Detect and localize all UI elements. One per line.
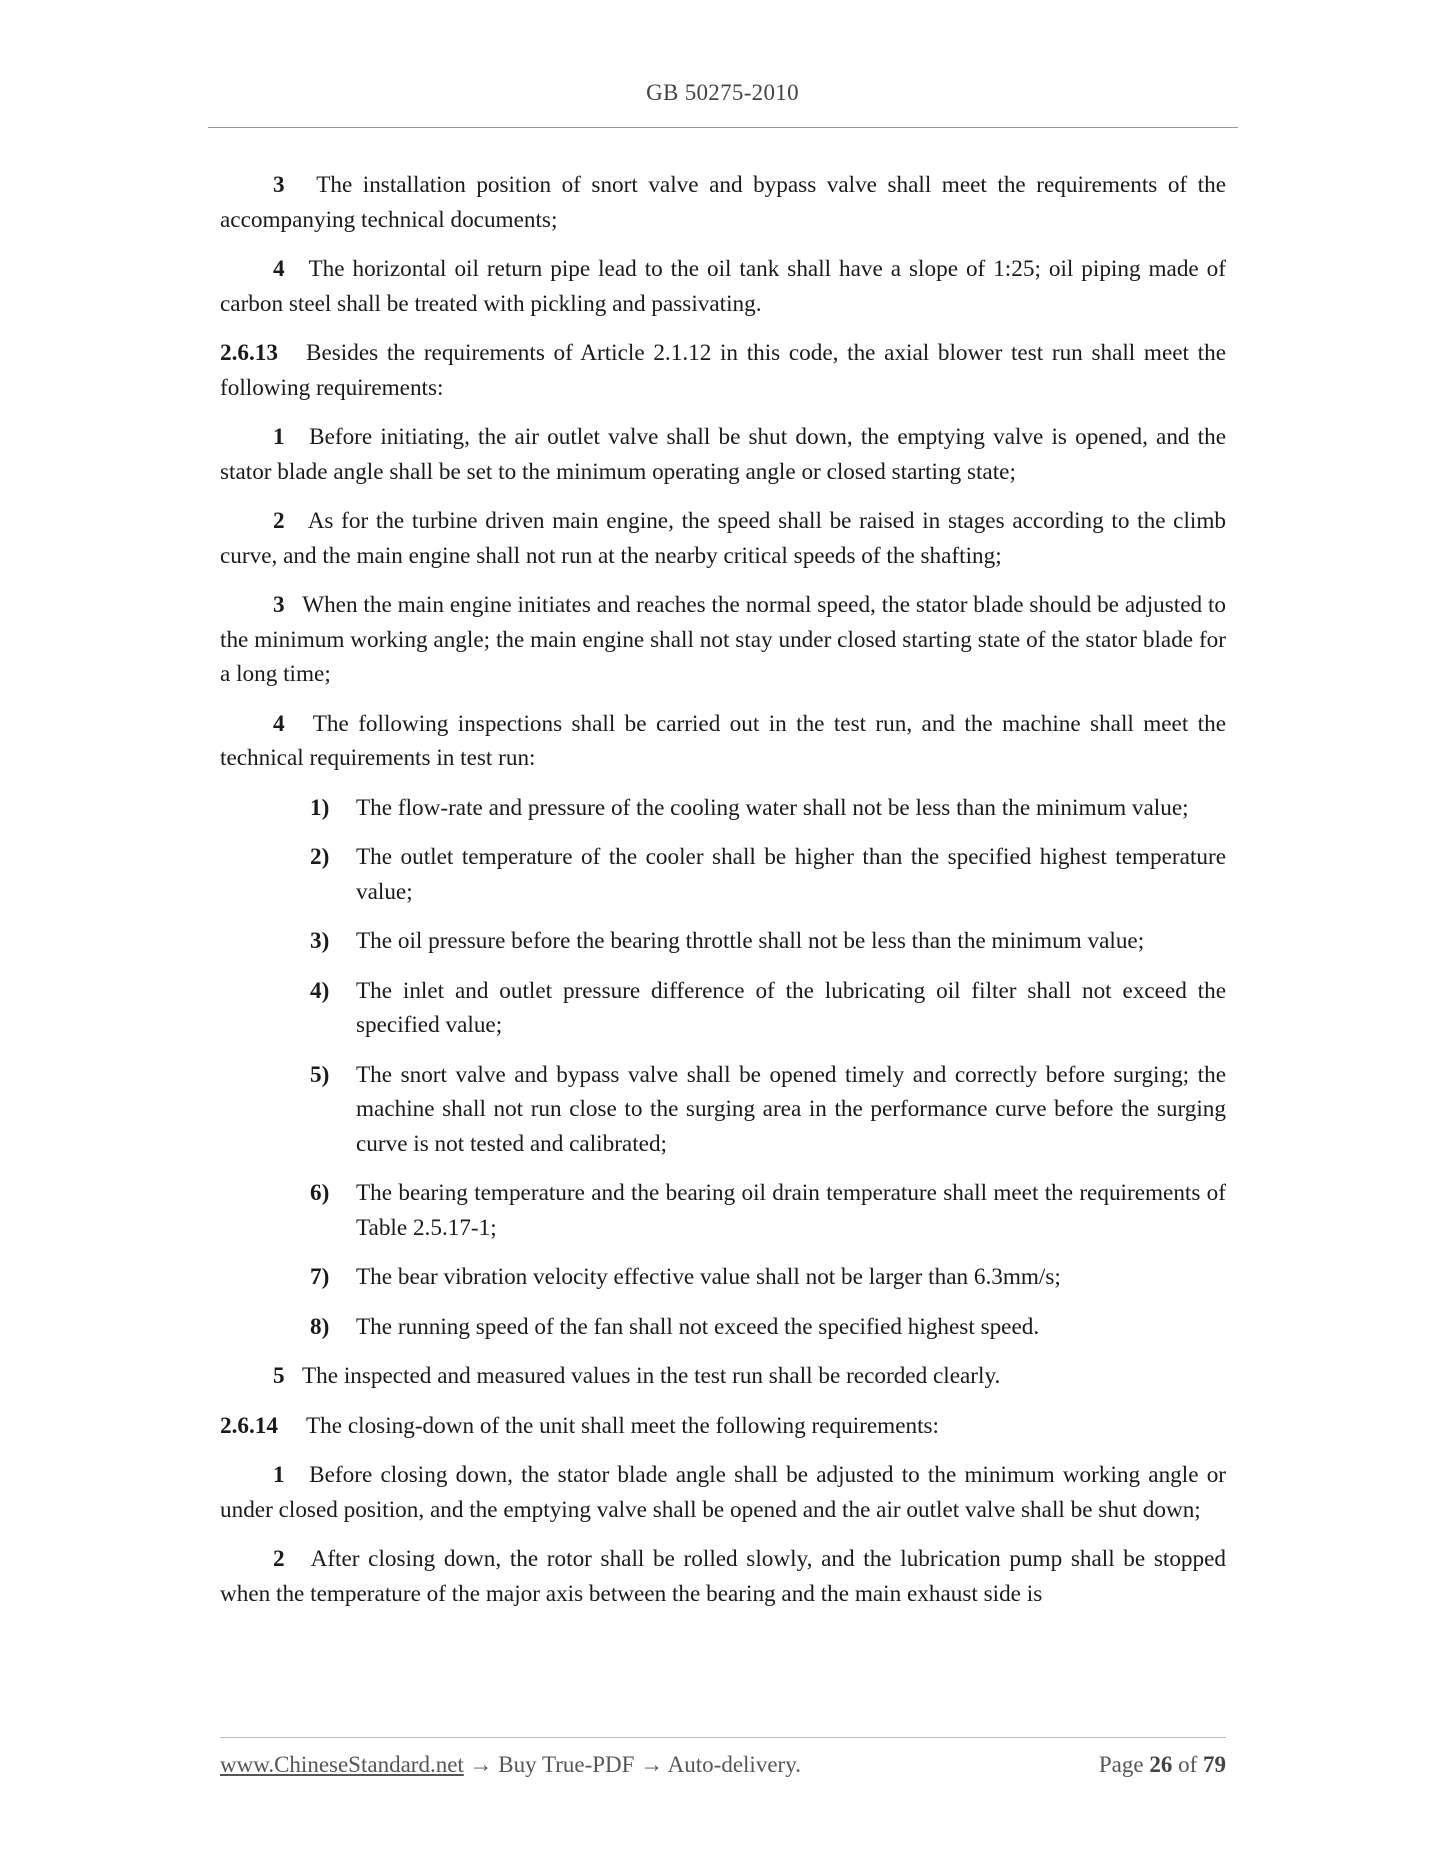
list-item-text: The bearing temperature and the bearing oil drain temperature shall meet the requirements of Table 2.5.17-1;	[356, 1180, 1226, 1241]
paragraph-text: The installation position of snort valve and bypass valve shall meet the requirements of the accompanying technical documents;	[220, 172, 1227, 233]
website-link[interactable]: www.ChineseStandard.net	[220, 1752, 464, 1777]
list-item	[310, 974, 1226, 1043]
footer-divider	[220, 1737, 1226, 1738]
list-item-text: The inlet and outlet pressure difference of the lubricating oil filter shall not exceed the specified value;	[356, 977, 1226, 1038]
paragraph-text: Before closing down, the stator blade angle shall be adjusted to the minimum working angle or under closed position, and the emptying valve shall be opened and the air outlet valve shall be shut down;	[220, 1462, 1227, 1523]
paragraph	[220, 1359, 1226, 1394]
clause-text: The closing-down of the unit shall meet the following requirements:	[306, 1412, 940, 1439]
auto-delivery-text: Auto-delivery.	[667, 1752, 801, 1777]
clause-2-6-13	[220, 336, 1226, 405]
clause-number: 2.6.14	[220, 1412, 278, 1439]
list-item-text: The running speed of the fan shall not exceed the specified highest speed.	[356, 1313, 1040, 1340]
arrow-right-icon: →	[469, 1752, 493, 1777]
paragraph-text: The horizontal oil return pipe lead to the oil tank shall have a slope of 1:25; oil piping made of carbon steel shall be treated with pickling and passivating.	[220, 256, 1226, 317]
clause-number: 2.6.13	[220, 340, 278, 366]
page-header: GB 50275-2010	[646, 80, 799, 105]
list-item	[310, 1176, 1226, 1245]
item-number: 3	[273, 592, 285, 618]
item-number: 2	[273, 508, 285, 534]
list-item-number: 4)	[310, 977, 330, 1004]
paragraph	[220, 707, 1226, 776]
paragraph	[220, 1542, 1226, 1611]
paragraph	[220, 420, 1226, 489]
item-number: 5	[273, 1363, 285, 1389]
buy-true-pdf-text: Buy True-PDF	[498, 1752, 635, 1777]
paragraph	[220, 588, 1226, 692]
list-item-number: 7)	[310, 1264, 330, 1290]
list-item-number: 3)	[310, 928, 330, 954]
page-total: 79	[1203, 1752, 1226, 1777]
paragraph	[220, 252, 1226, 321]
list-item-number: 1)	[310, 794, 330, 821]
paragraph	[220, 168, 1226, 237]
paragraph	[220, 1458, 1226, 1527]
list-item-text: The oil pressure before the bearing throttle shall not be less than the minimum value;	[356, 928, 1145, 954]
footer-promo	[220, 1752, 801, 1778]
list-item-text: The flow-rate and pressure of the cooling water shall not be less than the minimum value;	[356, 794, 1189, 821]
paragraph-text: Before initiating, the air outlet valve shall be shut down, the emptying valve is opened, and the stator blade angle shall be set to the minimum operating angle or closed starting state;	[220, 424, 1227, 485]
item-number: 4	[273, 710, 285, 737]
document-body	[220, 168, 1226, 1626]
item-number: 3	[273, 172, 285, 198]
list-item	[310, 924, 1226, 959]
item-number: 1	[273, 1462, 285, 1488]
list-item-text: The outlet temperature of the cooler shall be higher than the specified highest temperature value;	[356, 844, 1226, 905]
item-number: 1	[273, 424, 285, 450]
paragraph	[220, 504, 1226, 573]
list-item	[310, 1058, 1226, 1162]
list-item	[310, 840, 1226, 909]
page-label: Page	[1098, 1752, 1144, 1777]
list-item	[310, 1260, 1226, 1295]
clause-2-6-14	[220, 1409, 1226, 1444]
paragraph-text: When the main engine initiates and reaches the normal speed, the stator blade should be adjusted to the minimum working angle; the main engine shall not stay under closed starting state of the stator blade for a long time;	[220, 592, 1227, 687]
clause-text: Besides the requirements of Article 2.1.12 in this code, the axial blower test run shall meet the following requirements:	[220, 340, 1226, 401]
list-item-number: 2)	[310, 844, 330, 870]
arrow-right-icon: →	[640, 1752, 664, 1777]
page-indicator	[1099, 1752, 1226, 1778]
of-label: of	[1178, 1752, 1198, 1777]
page-footer	[220, 1752, 1226, 1778]
list-item-number: 6)	[310, 1180, 330, 1206]
page-number: 26	[1149, 1752, 1173, 1777]
list-item-text: The snort valve and bypass valve shall be opened timely and correctly before surging; the machine shall not run close to the surging area in the performance curve before the surging curve is not tested and calibrated;	[356, 1061, 1226, 1157]
item-number: 2	[273, 1546, 285, 1572]
list-item	[310, 1310, 1226, 1345]
paragraph-text: The following inspections shall be carried out in the test run, and the machine shall meet the technical requirements in test run:	[220, 710, 1227, 771]
list-item-number: 5)	[310, 1061, 330, 1088]
list-item	[310, 791, 1226, 826]
list-item-number: 8)	[310, 1313, 330, 1340]
paragraph-text: The inspected and measured values in the test run shall be recorded clearly.	[301, 1363, 1001, 1389]
paragraph-text: After closing down, the rotor shall be rolled slowly, and the lubrication pump shall be stopped when the temperature of the major axis between the bearing and the main exhaust side is	[220, 1546, 1226, 1607]
item-number: 4	[273, 256, 285, 282]
paragraph-text: As for the turbine driven main engine, the speed shall be raised in stages according to the climb curve, and the main engine shall not run at the nearby critical speeds of the shafting;	[220, 508, 1226, 569]
header-divider	[208, 127, 1238, 128]
list-item-text: The bear vibration velocity effective value shall not be larger than 6.3mm/s;	[356, 1264, 1061, 1290]
